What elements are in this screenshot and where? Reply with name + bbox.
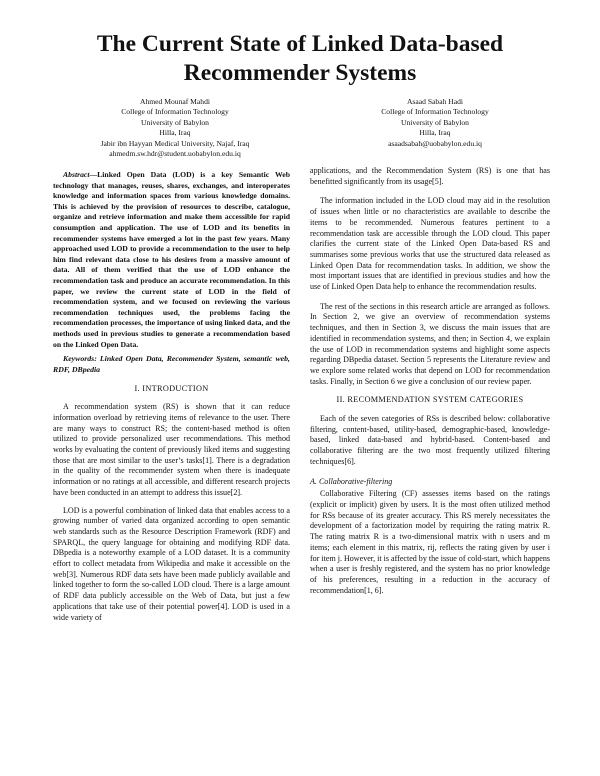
- title-line-1: The Current State of Linked Data-based: [96, 31, 504, 57]
- author-affiliation: Jabir ibn Hayyan Medical University, Najaf, Iraq: [100, 138, 250, 148]
- subsection-heading-collaborative-filtering: A. Collaborative-filtering: [310, 476, 393, 486]
- abstract-label: Abstract: [63, 170, 90, 179]
- author-email[interactable]: asaadsabah@uobabylon.edu.iq: [388, 138, 482, 148]
- rs-categories-paragraph: Each of the seven categories of RSs is described below: collaborative filtering, content-based, utility-based, demographic-based, knowledge-based, linked data-based and hybrid-based. Content-based and collaborative filtering are the two most frequently utilized filtering techniques[6].: [310, 414, 550, 466]
- intro-paragraph-1: A recommendation system (RS) is shown that it can reduce information overload by retrieving items of relevance to the user. There are many ways to construct RS; the content-based method is often utilized to provide personalized user recommendations. This method works by evaluating the content of previously liked items and suggesting those that are most similar to the user’s tasks[1]. There is a degradation in the quality of the recommender system when there is inadequate information or no ratings at all accessible, and different research projects have been conducted in an attempt to address this issue[2].: [53, 402, 290, 497]
- intro-paragraph-2: LOD is a powerful combination of linked data that enables access to a growing number of varied data organized according to open semantic web standards such as the Resource Description Framework (RDF) and SPARQL, the query language for obtaining and modifying RDF data. DBpedia is a noteworthy example of a LOD dataset. It is a community effort to collect metadata from Wikipedia and make it accessible on the web[3]. Numerous RDF data sets have been made publicly available and linked together to form the so-called LOD cloud. There is a large amount of RDF data publicly accessible on the Web of Data, but just a few applications that take use of their potential power[4]. LOD is used in a wide variety of: [53, 505, 290, 622]
- section-heading-introduction: I. INTRODUCTION: [134, 383, 209, 393]
- section-heading-rs-categories: II. RECOMMENDATION SYSTEM CATEGORIES: [336, 395, 524, 405]
- author-affiliation: College of Information Technology: [121, 107, 229, 117]
- right-column: [310, 166, 550, 596]
- title-line-2: Recommender Systems: [183, 60, 417, 86]
- author-affiliation: Hilla, Iraq: [159, 128, 191, 138]
- left-column: [53, 170, 290, 623]
- author-affiliation: Hilla, Iraq: [419, 128, 451, 138]
- keywords: Keywords: Linked Open Data, Recommender System, semantic web, RDF, DBpedia: [53, 354, 290, 374]
- author-block-1: [75, 97, 275, 159]
- intro-paragraph-continued: applications, and the Recommendation System (RS) is one that has benefitted significantly from its usage[5].: [310, 166, 550, 186]
- intro-paragraph-3: The information included in the LOD cloud may aid in the resolution of issues when little or no characteristics are available to describe the items to be recommended. Numerous features pertinent to a recommendation task are accessible through the LOD cloud. This paper clarifies the current state of the Linked Open Data-based RS and summarises some previous works that use the structured data released as Linked Open Data for recommendation tasks. In addition, we show the most important issues that are identified in previous studies and how the use of Linked Open Data help to enhance the recommendation results.: [310, 196, 550, 292]
- author-block-2: [335, 97, 535, 149]
- abstract-text: —Linked Open Data (LOD) is a key Semantic Web technology that manages, reuses, shares, exchanges, and interoperates knowledge and information spaces from various knowledge domains. This is achieved by the provision of resources to describe, catalogue, organize and retrieve information and make them accessible for rapid consumption and application. The use of LOD and its benefits in recommender systems have emerged a lot in the past few years. Many approached used LOD to provide a recommendation to the user to help him find relevant data close to his desires from a massive amount of data. All of them verified that the use of LOD enhance the recommendation task and produce an accurate recommendation. In this paper, we review the current state of LOD in the field of recommendation system, and we focused on reviewing the various recommendation techniques used, the problems facing the recommendation processes, the importance of using linked data, and the methods used in previous studies to generate a recommendation based on the Linked Open Data.: [53, 170, 290, 349]
- intro-paragraph-4: The rest of the sections in this research article are arranged as follows. In Section 2, we give an overview of recommendation systems techniques, and then in Section 3, we discuss the main issues that are identified in recommendation systems, and then; in Section 4, we explain the use of LOD in recommendation systems and highlight some aspects regarding DBpedia dataset. Section 5 represents the Literature review and we explore some related works that depend on LOD for recommendation tasks. Finally, in Section 6 we give a conclusion of our review paper.: [310, 301, 550, 386]
- abstract: [53, 170, 290, 350]
- author-affiliation: College of Information Technology: [381, 107, 489, 117]
- author-affiliation: University of Babylon: [141, 117, 209, 127]
- author-name: Ahmed Mounaf Mahdi: [139, 97, 211, 106]
- author-name: Asaad Sabah Hadi: [406, 97, 464, 106]
- author-affiliation: University of Babylon: [401, 117, 469, 127]
- paper-title: [40, 30, 560, 88]
- collaborative-filtering-paragraph: Collaborative Filtering (CF) assesses items based on the ratings (explicit or implicit) given by users. It is the most often utilized method for RSs because of its greater accuracy. This RS merely necessitates the development of a factorization model by requiring the rating matrix R. The rating matrix R is a two-dimensional matrix with n users and m items; each element in this matrix, rij, reflects the rating given by user i for item j. However, it is affected by the issue of cold-start, which happens when a user is freshly registered, and the system has no prior knowledge of his preferences, resulting in a reduction in the accuracy of recommendation[1, 6].: [310, 489, 550, 595]
- author-email[interactable]: ahmedm.sw.hdr@student.uobabylon.edu.iq: [109, 149, 241, 159]
